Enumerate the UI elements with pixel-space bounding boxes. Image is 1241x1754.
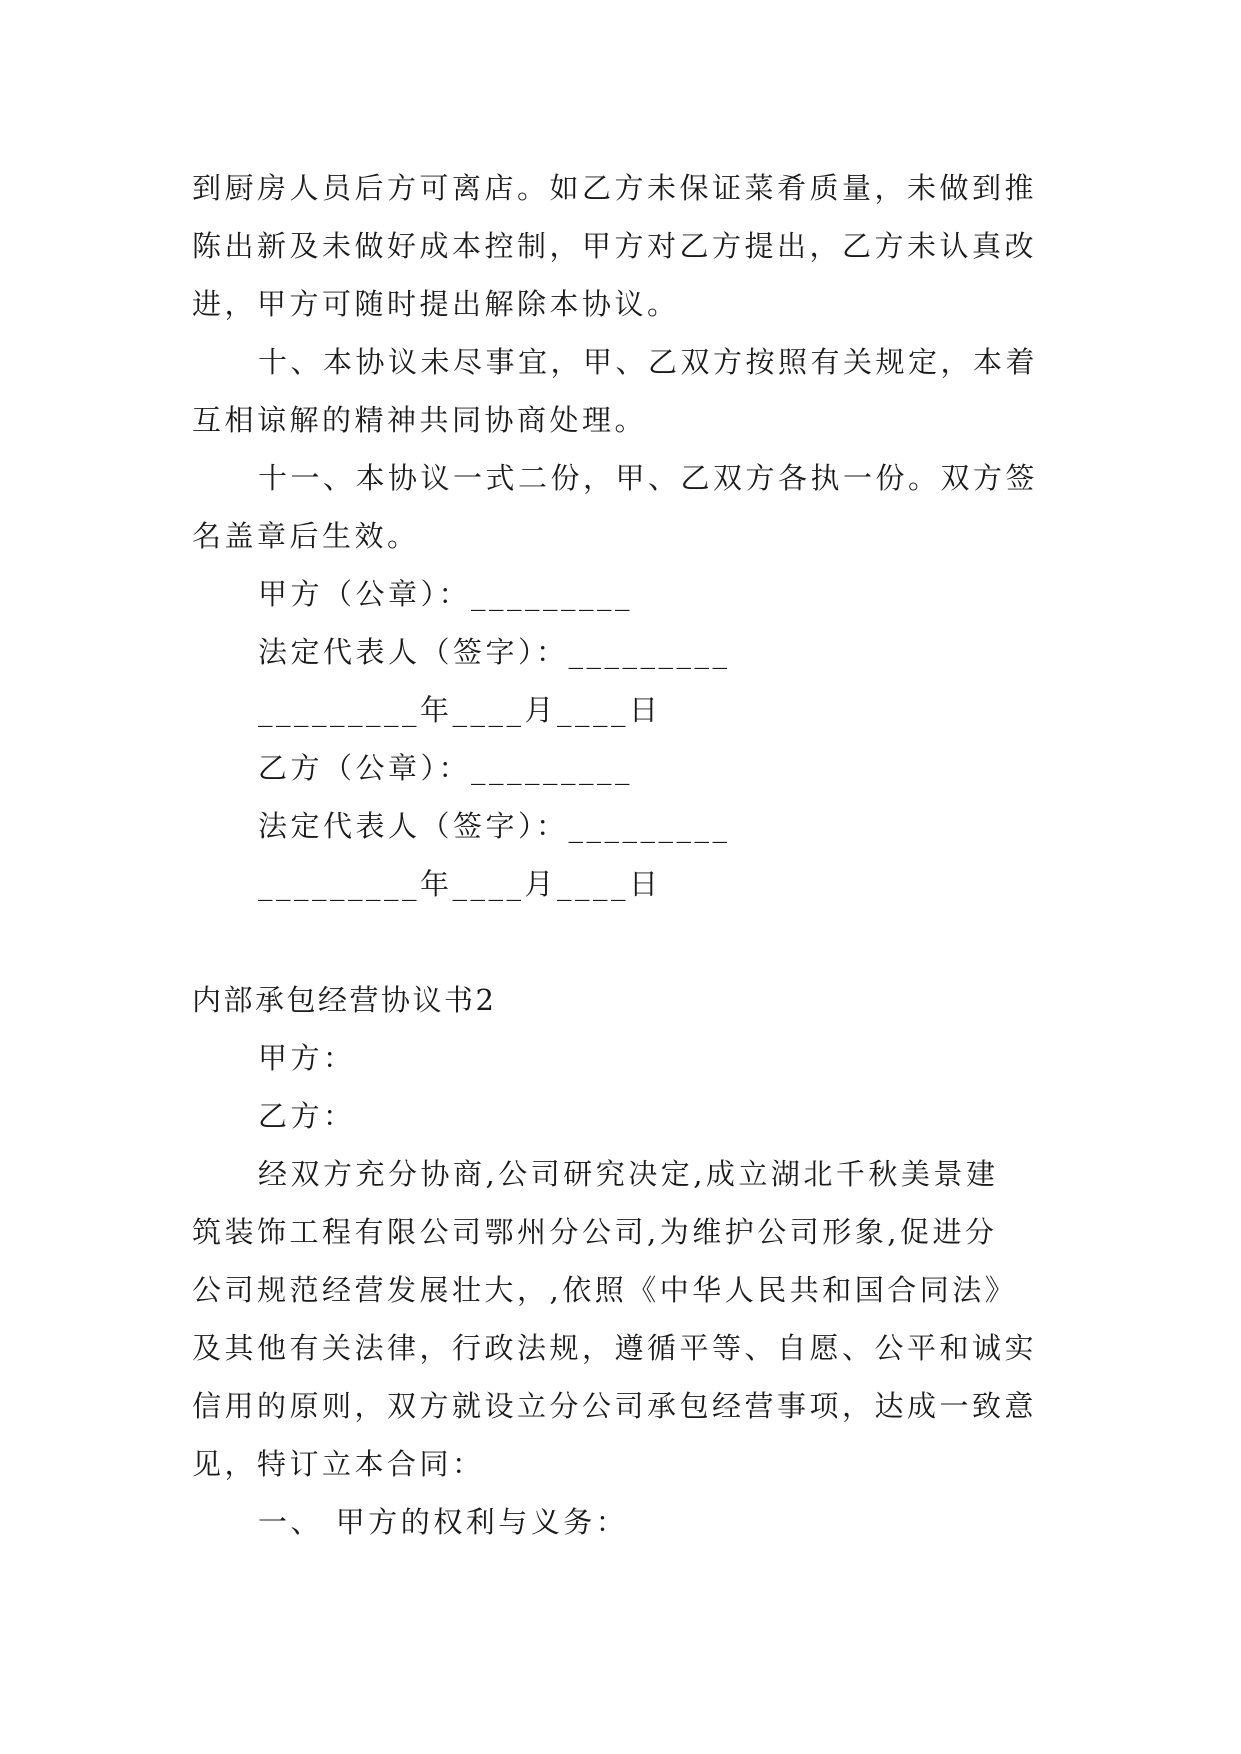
paragraph-line: 进，甲方可随时提出解除本协议。 (192, 287, 680, 321)
party-a-seal-line: 甲方（公章）：_________ (258, 577, 634, 611)
section-heading-one: 一、 甲方的权利与义务： (258, 1505, 629, 1539)
party-b-seal-line: 乙方（公章）：_________ (258, 751, 634, 785)
party-a-label: 甲方： (258, 1041, 356, 1075)
party-b-representative-line: 法定代表人（签字）：_________ (258, 809, 731, 843)
clause-eleven-line: 十一、本协议一式二份，甲、乙双方各执一份。双方签 (258, 461, 1039, 495)
paragraph-line: 及其他有关法律，行政法规，遵循平等、自愿、公平和诚实 (192, 1331, 1038, 1365)
paragraph-line: 名盖章后生效。 (192, 519, 420, 553)
section-title: 内部承包经营协议书2 (192, 983, 497, 1017)
paragraph-line: 见，特订立本合同： (192, 1447, 485, 1481)
party-b-date-line: _________年____月____日 (258, 867, 662, 901)
paragraph-line: 信用的原则，双方就设立分公司承包经营事项，达成一致意 (192, 1389, 1038, 1423)
party-a-date-line: _________年____月____日 (258, 693, 662, 727)
paragraph-line: 陈出新及未做好成本控制，甲方对乙方提出，乙方未认真改 (192, 229, 1038, 263)
party-a-representative-line: 法定代表人（签字）：_________ (258, 635, 731, 669)
clause-ten-line: 十、本协议未尽事宜，甲、乙双方按照有关规定，本着 (258, 345, 1039, 379)
paragraph-line: 筑装饰工程有限公司鄂州分公司,为维护公司形象,促进分 (192, 1215, 998, 1249)
party-b-label: 乙方： (258, 1099, 356, 1133)
paragraph-line: 经双方充分协商,公司研究决定,成立湖北千秋美景建 (258, 1157, 999, 1191)
paragraph-line: 到厨房人员后方可离店。如乙方未保证菜肴质量，未做到推 (192, 171, 1038, 205)
paragraph-line: 互相谅解的精神共同协商处理。 (192, 403, 648, 437)
paragraph-line: 公司规范经营发展壮大，,依照《中华人民共和国合同法》 (192, 1273, 1018, 1307)
